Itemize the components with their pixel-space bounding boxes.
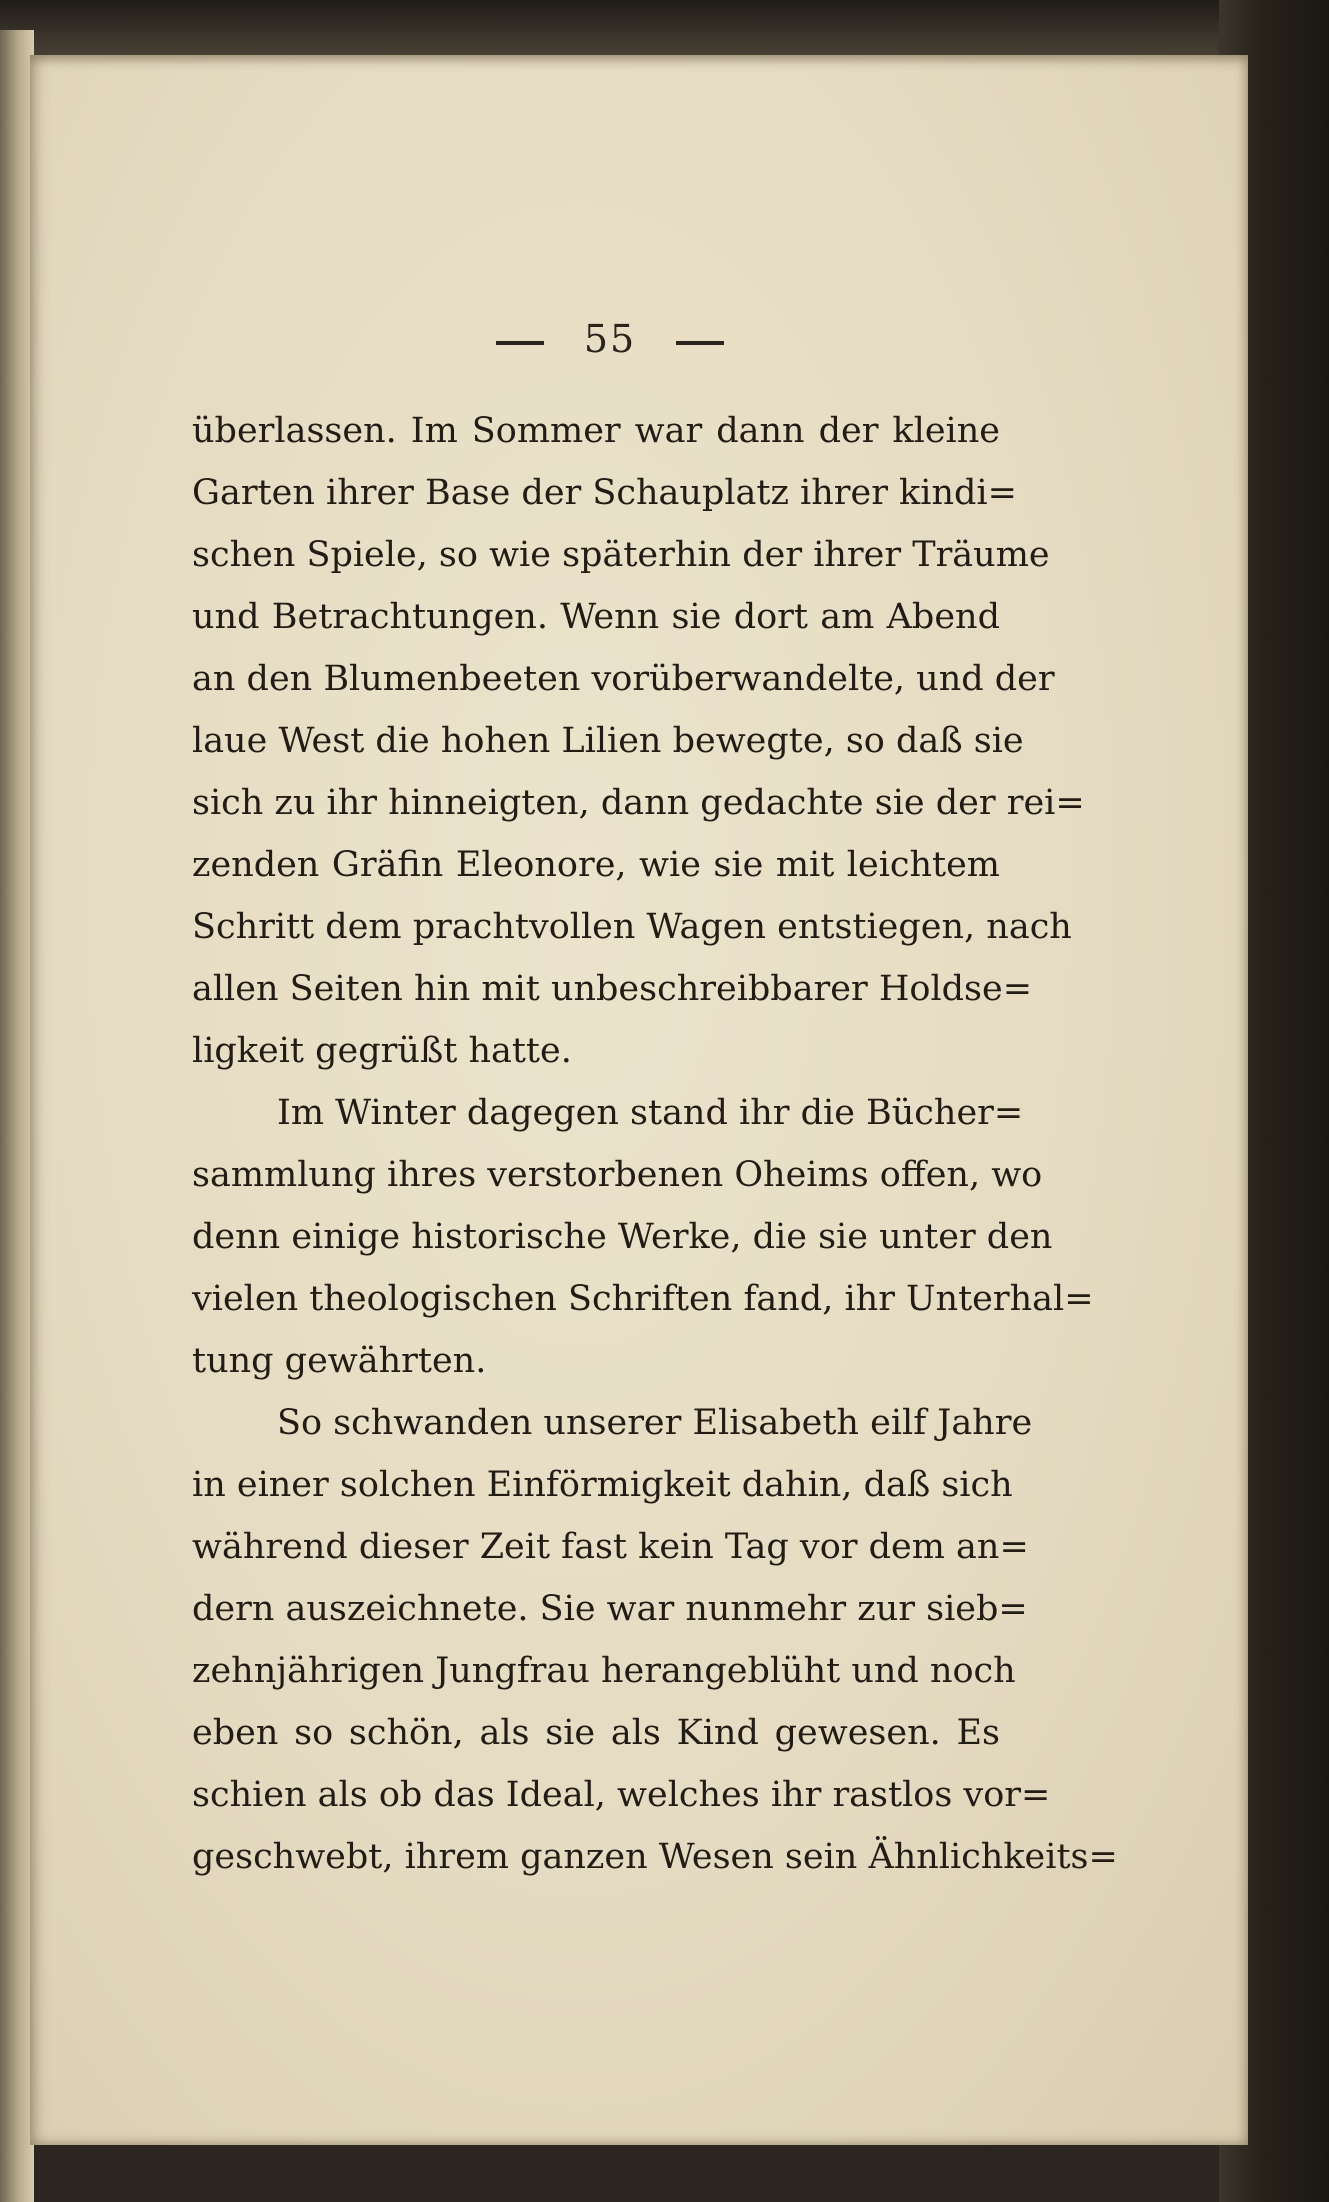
- book-edge-top: [0, 0, 1329, 60]
- text-line: schien als ob das Ideal, welches ihr rastlos vor=: [192, 1775, 1051, 1815]
- text-line: an den Blumenbeeten vorüberwandelte, und der: [192, 659, 1055, 699]
- book-page: [30, 55, 1248, 2145]
- text-line: sich zu ihr hinneigten, dann gedachte sie der rei=: [192, 783, 1085, 823]
- page-number-header: [30, 317, 1190, 361]
- text-line: in einer solchen Einförmigkeit dahin, daß sich: [192, 1465, 1013, 1505]
- text-line: zenden Gräfin Eleonore, wie sie mit leichtem: [192, 845, 1000, 885]
- text-line-paragraph-end: tung gewährten.: [192, 1341, 487, 1381]
- text-line: geschwebt, ihrem ganzen Wesen sein Ähnlichkeits=: [192, 1837, 1118, 1877]
- text-line: schen Spiele, so wie späterhin der ihrer Träume: [192, 535, 1050, 575]
- text-line-paragraph-start: Im Winter dagegen stand ihr die Bücher=: [277, 1093, 1024, 1133]
- page-number: 55: [583, 317, 637, 361]
- text-line: überlassen. Im Sommer war dann der kleine: [192, 411, 1000, 451]
- right-dash: [676, 341, 724, 345]
- text-line: Schritt dem prachtvollen Wagen entstiegen, nach: [192, 907, 1072, 947]
- text-line: sammlung ihres verstorbenen Oheims offen, wo: [192, 1155, 1043, 1195]
- body-text: [192, 400, 1118, 1888]
- text-line-paragraph-start: So schwanden unserer Elisabeth eilf Jahre: [277, 1403, 1033, 1443]
- text-line: allen Seiten hin mit unbeschreibbarer Holdse=: [192, 969, 1033, 1009]
- text-line: denn einige historische Werke, die sie unter den: [192, 1217, 1053, 1257]
- text-line: dern auszeichnete. Sie war nunmehr zur sieb=: [192, 1589, 1028, 1629]
- text-line: vielen theologischen Schriften fand, ihr Unterhal=: [192, 1279, 1094, 1319]
- text-line-paragraph-end: ligkeit gegrüßt hatte.: [192, 1031, 572, 1071]
- left-dash: [496, 341, 544, 345]
- text-line: laue West die hohen Lilien bewegte, so daß sie: [192, 721, 1024, 761]
- text-line: eben so schön, als sie als Kind gewesen. Es: [192, 1713, 1000, 1753]
- text-line: Garten ihrer Base der Schauplatz ihrer kindi=: [192, 473, 1017, 513]
- book-gutter: [0, 30, 34, 2202]
- text-line: und Betrachtungen. Wenn sie dort am Abend: [192, 597, 1000, 637]
- text-line: zehnjährigen Jungfrau herangeblüht und noch: [192, 1651, 1016, 1691]
- text-line: während dieser Zeit fast kein Tag vor dem an=: [192, 1527, 1029, 1567]
